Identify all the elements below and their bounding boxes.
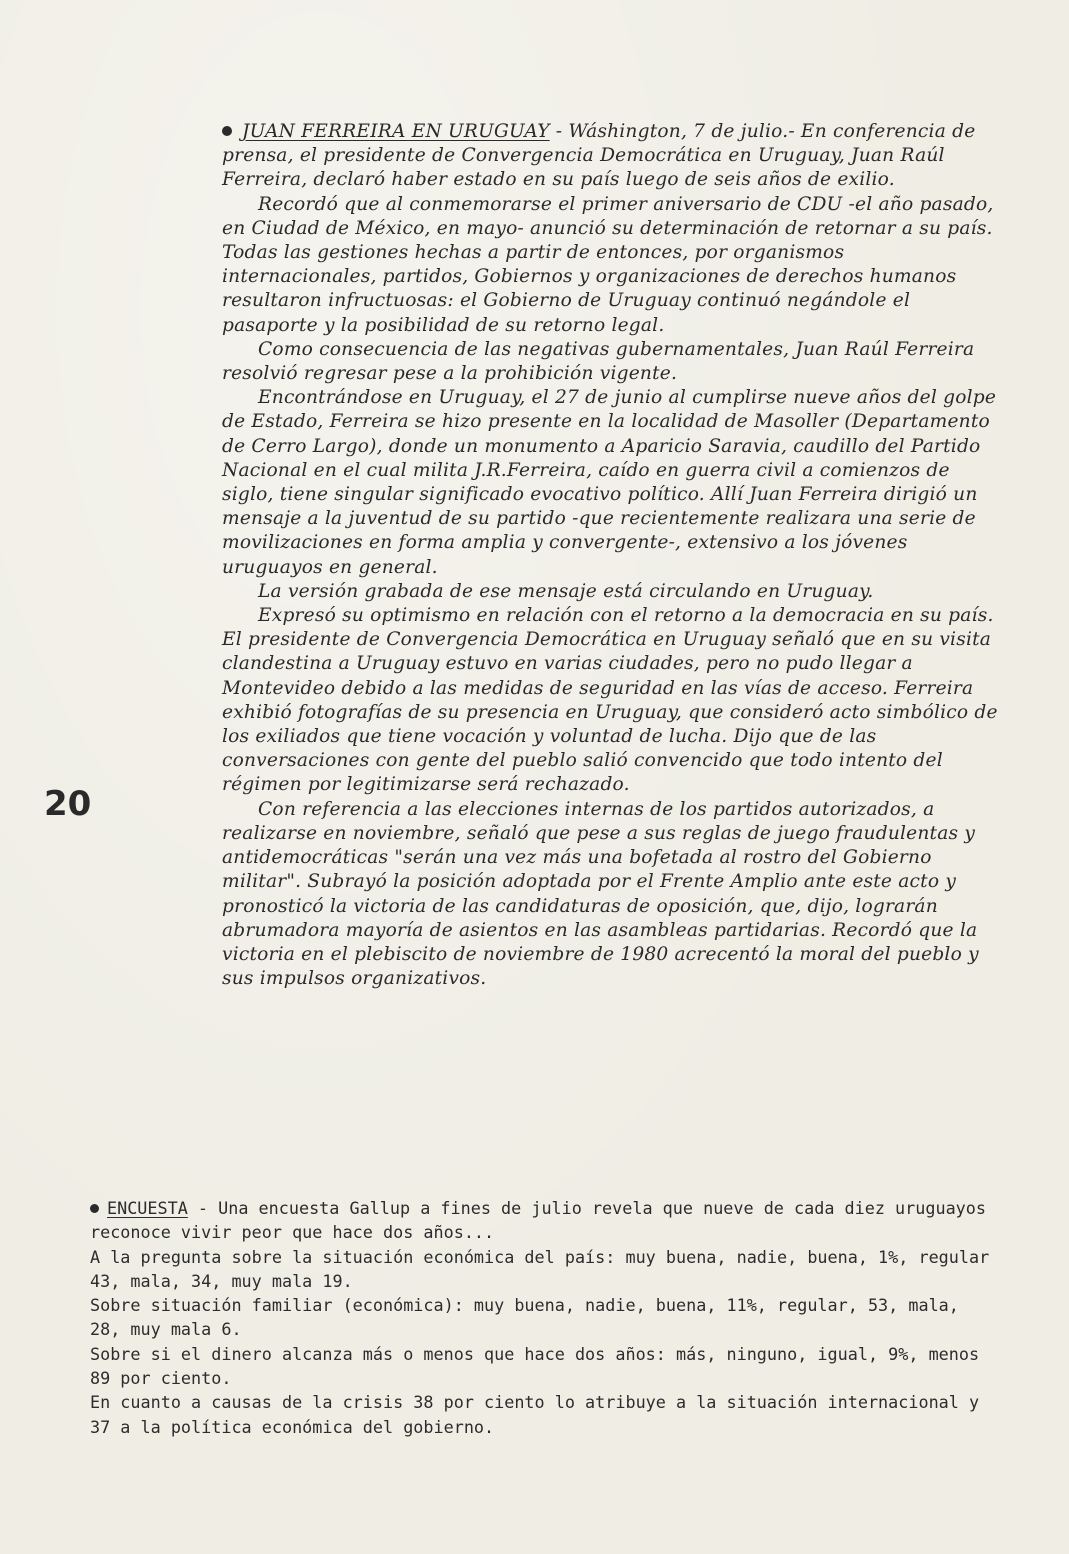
- article-paragraph: Expresó su optimismo en relación con el retorno a la democracia en su país. El presidente de Convergencia Democrática en Uruguay señaló que en su visita clandestina a Uruguay estuvo en varias ciudades, pero no pudo llegar a Montevideo debido a las medidas de seguridad en las vías de acceso. Ferreira exhibió fotografías de su presencia en Uruguay, que consideró acto simbólico de los exiliados que tiene vocación y voluntad de lucha. Dijo que de las conversaciones con gente del pueblo salió convencido que todo intento del régimen por legitimizarse será rechazado.: [222, 605, 998, 796]
- article-lead-text: - Wáshington, 7 de julio.- En conferencia de prensa, el presidente de Convergencia Democrática en Uruguay, Juan Raúl Ferreira, declaró haber estado en su país luego de seis años de exilio.: [222, 121, 976, 191]
- article-paragraph: Con referencia a las elecciones internas de los partidos autorizados, a realizarse en noviembre, señaló que pese a sus reglas de juego fraudulentas y antidemocráticas "serán una vez más una bofetada al rostro del Gobierno militar". Subrayó la posición adoptada por el Frente Amplio ante este acto y pronosticó la victoria de las candidaturas de oposición, que, dijo, lograrán abrumadora mayoría de asientos en las asambleas partidarias. Recordó que la victoria en el plebiscito de noviembre de 1980 acrecentó la moral del pueblo y sus impulsos organizativos.: [222, 798, 979, 990]
- article-paragraph: Recordó que al conmemorarse el primer aniversario de CDU -el año pasado, en Ciudad de México, en mayo- anunció su determinación de retornar a su país. Todas las gestiones hechas a partir de entonces, por organismos internacionales, partidos, Gobiernos y organizaciones de derechos humanos resultaron infructuosas: el Gobierno de Uruguay continuó negándole el pasaporte y la posibilidad de su retorno legal.: [222, 193, 994, 336]
- article-lead-paragraph: [222, 120, 1002, 193]
- article-paragraph: La versión grabada de ese mensaje está circulando en Uruguay.: [258, 580, 874, 602]
- survey-paragraph: A la pregunta sobre la situación económica del país: muy buena, nadie, buena, 1%, regular 43, mala, 34, muy mala 19.: [90, 1246, 990, 1291]
- article-juan-ferreira: [222, 120, 1002, 991]
- page-number: 20: [44, 784, 92, 824]
- bullet-icon: [90, 1204, 99, 1213]
- survey-paragraph: En cuanto a causas de la crisis 38 por ciento lo atribuye a la situación internacional y 37 a la política económica del gobierno.: [90, 1392, 980, 1437]
- survey-lead-paragraph: [90, 1196, 990, 1245]
- article-paragraph: Como consecuencia de las negativas gubernamentales, Juan Raúl Ferreira resolvió regresar pese a la prohibición vigente.: [222, 338, 975, 385]
- article-paragraph: Encontrándose en Uruguay, el 27 de junio al cumplirse nueve años del golpe de Estado, Ferreira se hizo presente en la localidad de Masoller (Departamento de Cerro Largo), donde un monumento a Aparicio Saravia, caudillo del Partido Nacional en el cual milita J.R.Ferreira, caído en guerra civil a comienzos de siglo, tiene singular significado evocativo político. Allí Juan Ferreira dirigió un mensaje a la juventud de su partido -que recientemente realizara una serie de movilizaciones en forma amplia y convergente-, extensivo a los jóvenes uruguayos en general.: [222, 387, 997, 578]
- survey-lead-text: - Una encuesta Gallup a fines de julio revela que nueve de cada diez uruguayos reconoce vivir peor que hace dos años...: [90, 1198, 986, 1243]
- survey-paragraph: Sobre situación familiar (económica): muy buena, nadie, buena, 11%, regular, 53, mala, 28, muy mala 6.: [90, 1295, 959, 1340]
- survey-paragraph: Sobre si el dinero alcanza más o menos que hace dos años: más, ninguno, igual, 9%, menos 89 por ciento.: [90, 1343, 980, 1389]
- survey-section: [90, 1196, 990, 1439]
- survey-headline: ENCUESTA: [107, 1198, 188, 1218]
- article-headline: JUAN FERREIRA EN URUGUAY: [242, 121, 550, 142]
- bullet-icon: [222, 126, 232, 136]
